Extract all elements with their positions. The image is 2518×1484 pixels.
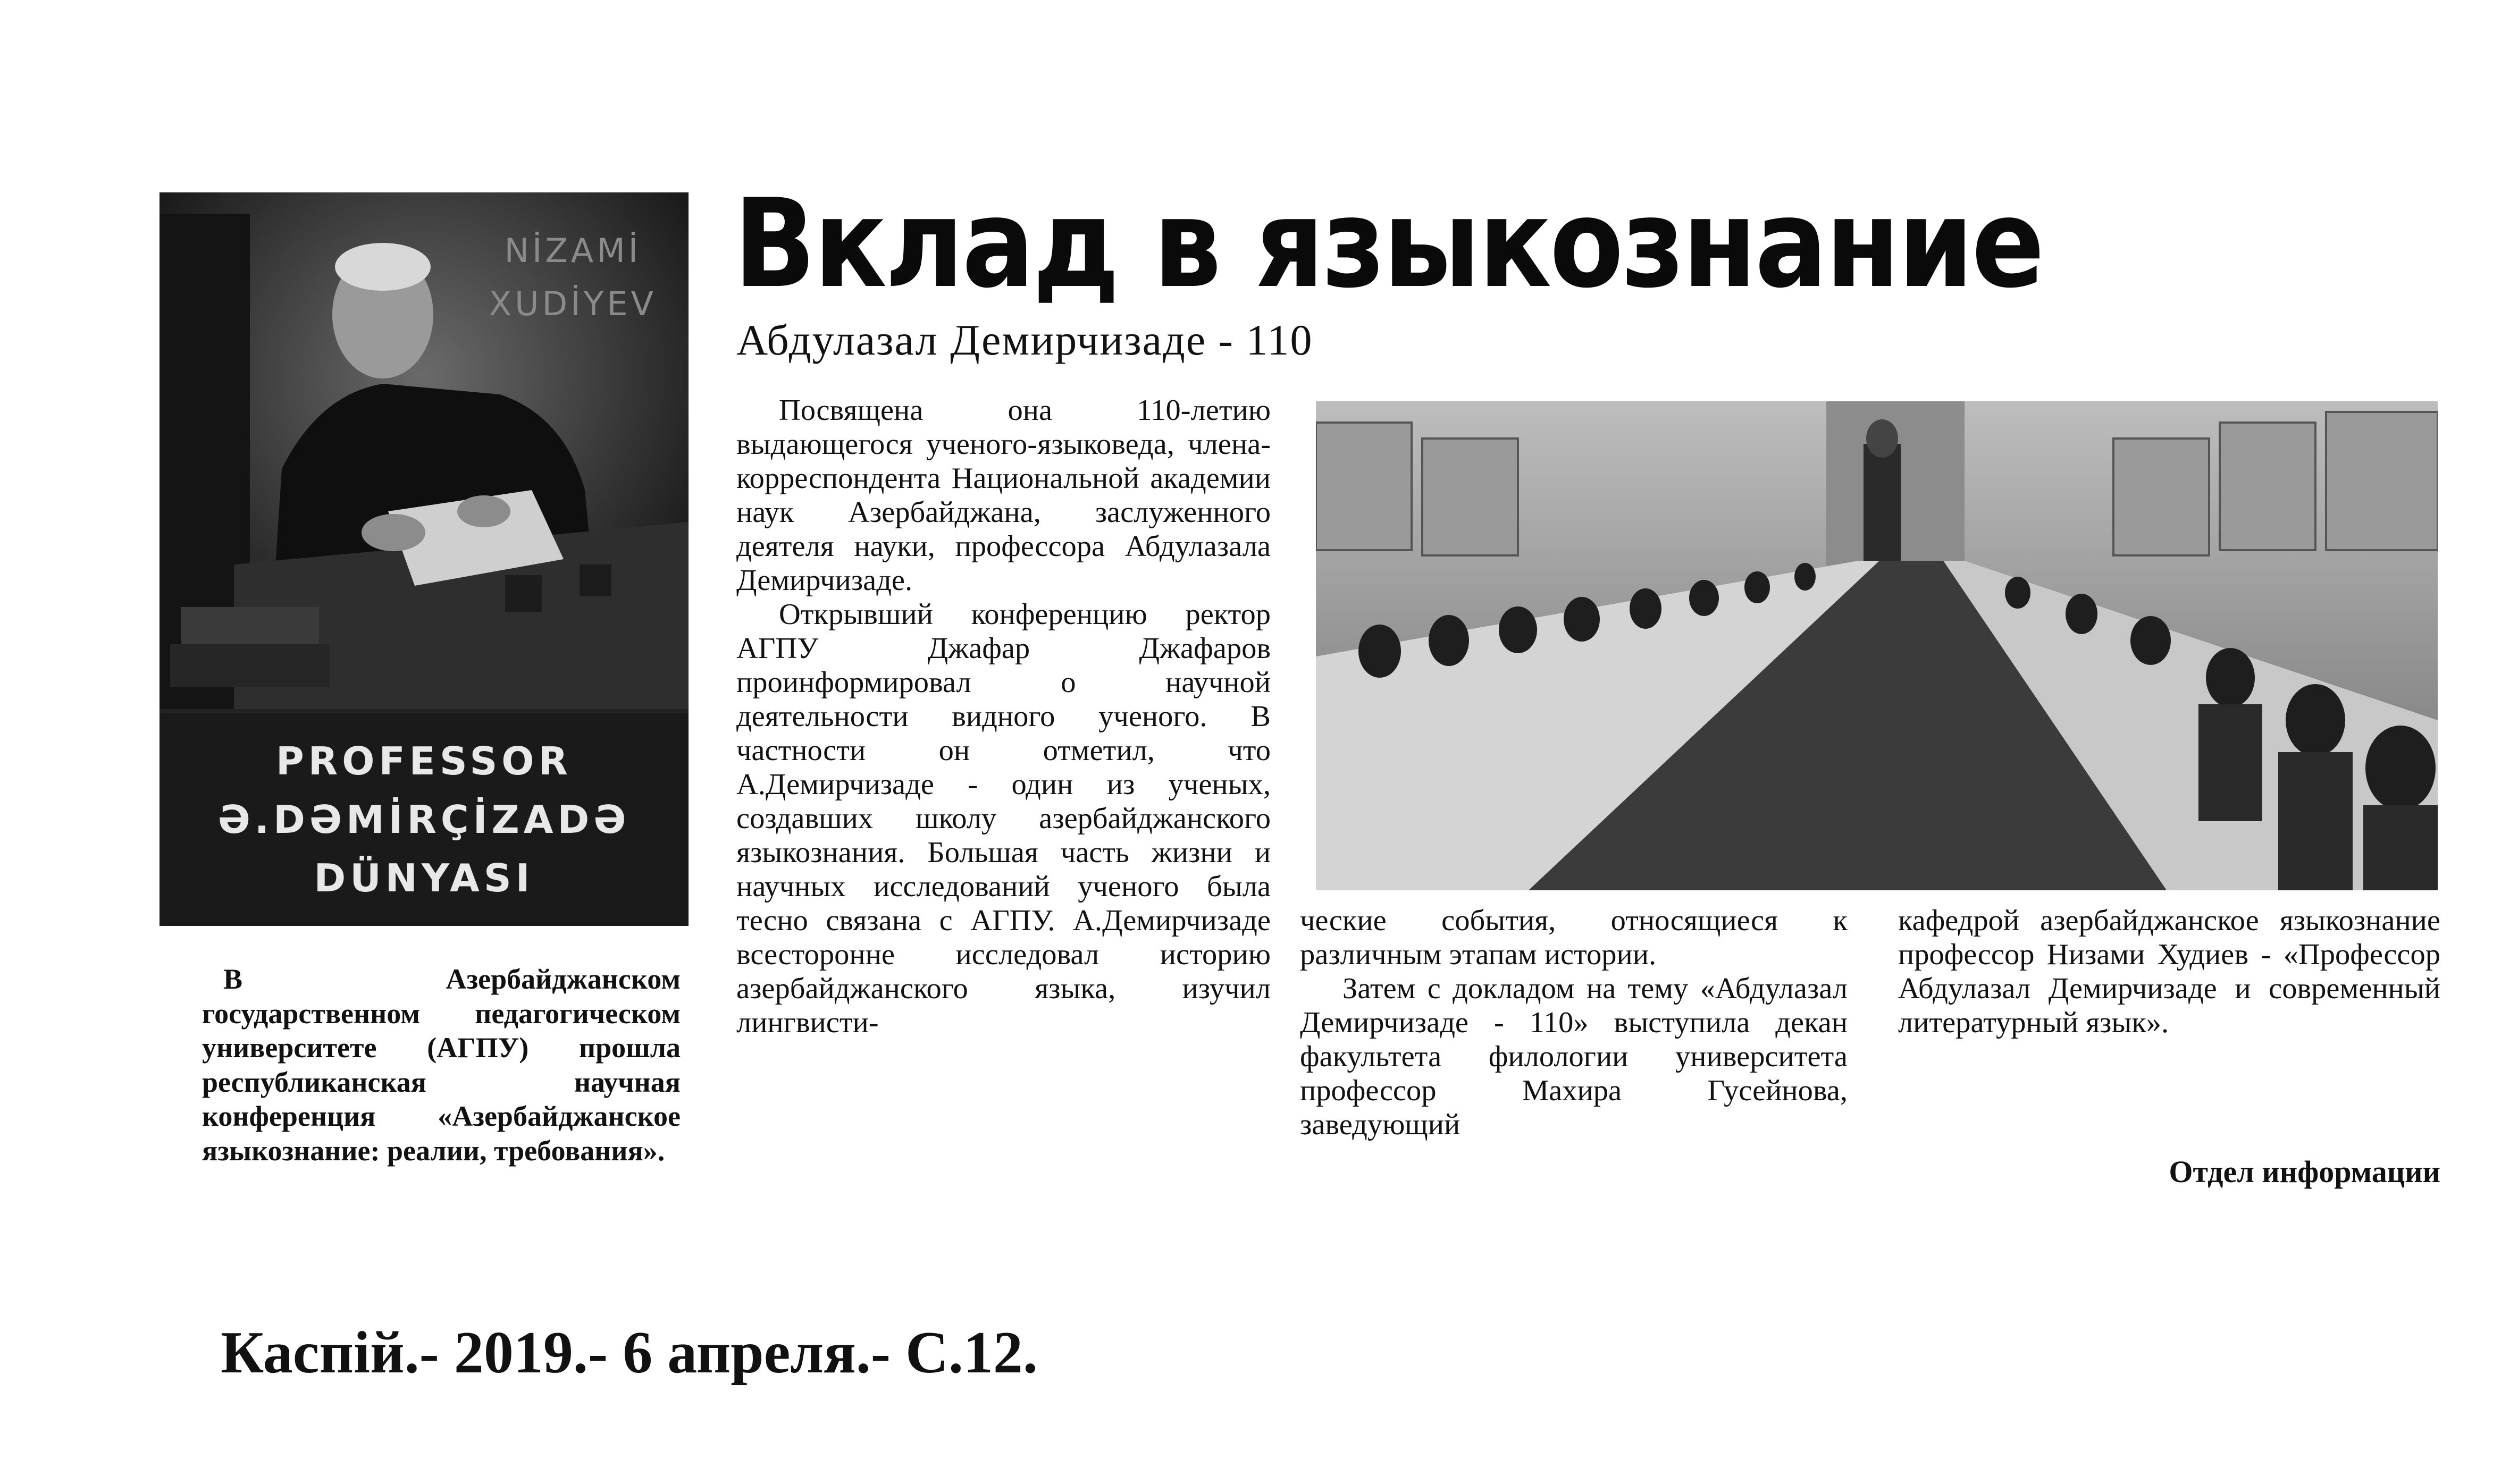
article-column-1 bbox=[736, 393, 1271, 1040]
article-headline: Вклад в языкознание bbox=[734, 173, 2043, 315]
paragraph: ческие события, относящиеся к различным этапам истории. bbox=[1300, 904, 1848, 971]
paragraph: Затем с докладом на тему «Абдулазал Демирчизаде - 110» выступила декан факультета филологии университета профессор Махира Гусейнова, заведующий bbox=[1300, 972, 1848, 1141]
article-column-2 bbox=[1300, 904, 1848, 1142]
cover-author-last: XUDİYEV bbox=[489, 284, 657, 323]
paragraph: кафедрой азербайджанское языкознание профессор Низами Худиев - «Профессор Абдулазал Демирчизаде и современный литературный язык». bbox=[1898, 904, 2440, 1039]
cover-author-first: NİZAMİ bbox=[504, 231, 641, 270]
book-cover-image bbox=[160, 192, 689, 926]
article-subheadline: Абдулазал Демирчизаде - 110 bbox=[736, 316, 1313, 364]
conference-photo bbox=[1316, 401, 2438, 890]
cover-title-line: PROFESSOR bbox=[276, 739, 572, 783]
article-lead bbox=[202, 962, 681, 1168]
cover-title-line: Ə.DƏMİRÇİZADƏ bbox=[217, 797, 631, 842]
paragraph: Открывший конференцию ректор АГПУ Джафар Джафаров проинформировал о научной деятельности видного ученого. В частности он отметил, что А.Демирчизаде - один из ученых, создавших школу азербайджанского языкознания. Большая часть жизни и научных исследований ученого была тесно связана с АГПУ. А.Демирчизаде всесторонне исследовал историю азербайджанского языка, изучил лингвисти- bbox=[736, 598, 1271, 1039]
cover-title bbox=[160, 709, 689, 926]
article-byline: Отдел информации bbox=[2169, 1154, 2440, 1189]
lead-text: В Азербайджанском государственном педагогическом университете (АГПУ) прошла республиканская научная конференция «Азербайджанское языкознание: реалии, требования». bbox=[202, 963, 681, 1167]
article-column-3 bbox=[1898, 904, 2440, 1040]
cover-author bbox=[489, 224, 657, 331]
paragraph: Посвящена она 110-летию выдающегося ученого-языковеда, члена-корреспондента Национальной академии наук Азербайджана, заслуженного деятеля науки, профессора Абдулазала Демирчизаде. bbox=[736, 394, 1271, 597]
source-citation: Каспiй.- 2019.- 6 апреля.- С.12. bbox=[221, 1320, 1038, 1386]
conference-hall-image bbox=[1316, 401, 2438, 890]
cover-title-line: DÜNYASI bbox=[314, 856, 534, 900]
